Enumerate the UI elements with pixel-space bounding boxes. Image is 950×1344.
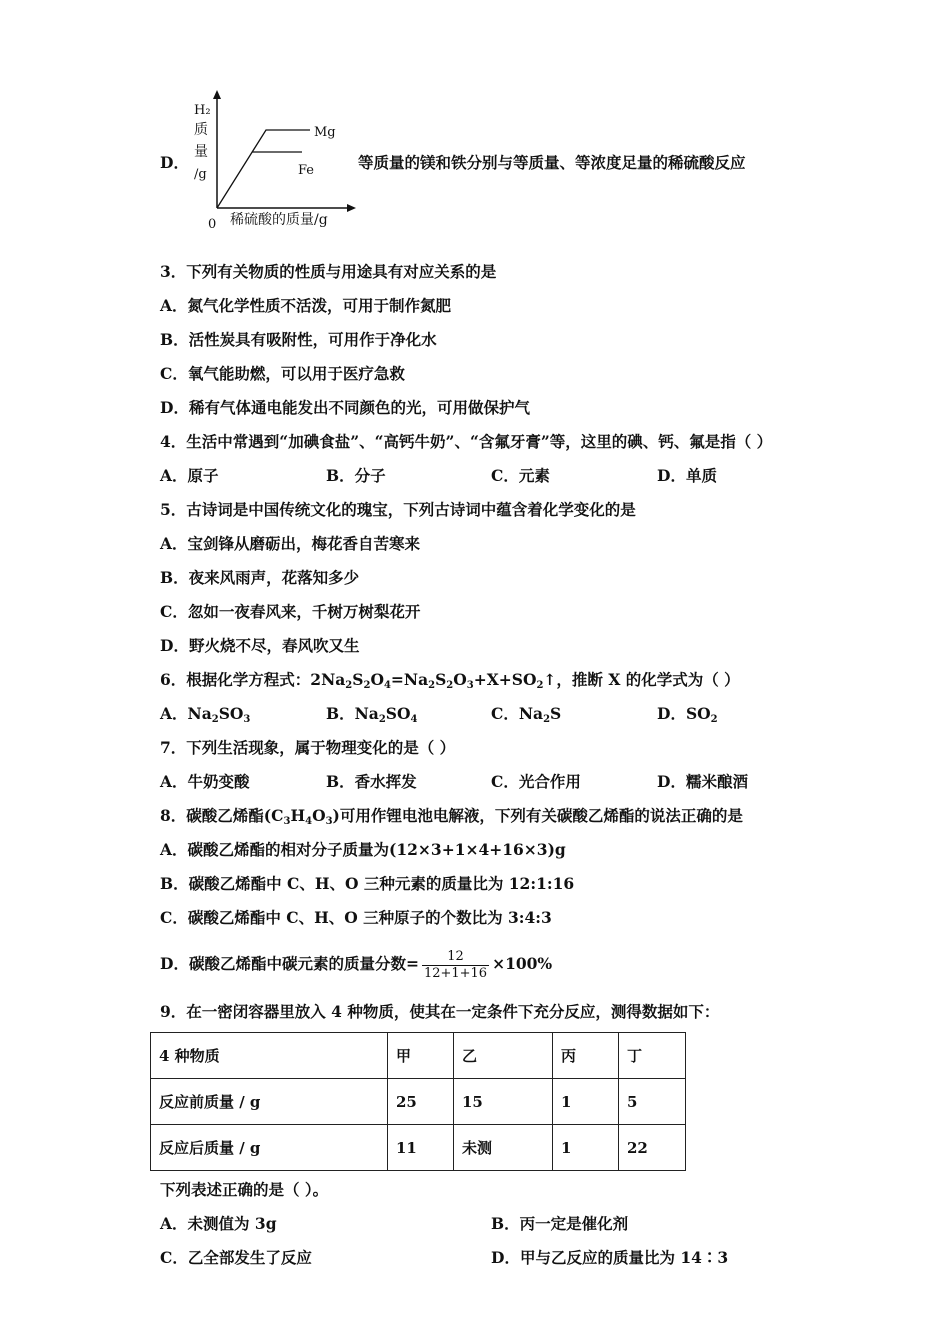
graph-series-mg: Mg <box>314 125 336 140</box>
q6-option-c: C．$Na_2S$ <box>491 704 562 725</box>
table-cell: 4 种物质 <box>151 1033 388 1079</box>
q3-stem: 3．下列有关物质的性质与用途具有对应关系的是 <box>160 262 497 281</box>
q9-option-d: D．甲与乙反应的质量比为 14∶3 <box>491 1248 729 1267</box>
graph-origin: 0 <box>208 217 217 232</box>
q8-option-b: B．碳酸乙烯酯中 C、H、O 三种元素的质量比为 12:1:16 <box>160 874 575 893</box>
table-cell: 反应前质量 / g <box>151 1079 388 1125</box>
mg-curve <box>217 130 310 208</box>
table-cell: 1 <box>553 1079 619 1125</box>
table-cell: 11 <box>388 1125 454 1171</box>
table-cell: 5 <box>619 1079 686 1125</box>
table-cell: 丁 <box>619 1033 686 1079</box>
q9-stem: 9．在一密闭容器里放入 4 种物质，使其在一定条件下充分反应，测得数据如下： <box>160 1002 720 1021</box>
q8-stem: 8．碳酸乙烯酯$(C_3H_4O_3)$可用作锂电池电解液，下列有关碳酸乙烯酯的说法正确的是 <box>160 806 743 827</box>
q8-option-a: A．碳酸乙烯酯的相对分子质量为(12×3+1×4+16×3)g <box>160 840 566 859</box>
q9-option-b: B．丙一定是催化剂 <box>491 1214 629 1233</box>
q5-option-a: A．宝剑锋从磨砺出，梅花香自苦寒来 <box>160 534 421 553</box>
q9-prompt: 下列表述正确的是（ ）。 <box>160 1180 329 1199</box>
q6-option-a: A．$Na_2SO_3$ <box>160 704 251 725</box>
table-cell: 1 <box>553 1125 619 1171</box>
q4-option-b: B．分子 <box>326 466 386 485</box>
q4-stem: 4．生活中常遇到“加碘食盐”、“高钙牛奶”、“含氟牙膏”等，这里的碘、钙、氟是指（ ） <box>160 432 773 451</box>
q8-option-c: C．碳酸乙烯酯中 C、H、O 三种原子的个数比为 3:4:3 <box>160 908 552 927</box>
q8-formula: $C_3H_4O_3$ <box>271 806 333 827</box>
table-row <box>151 1079 686 1125</box>
mass-fraction: $\frac{12}{12+1+16}$ <box>423 948 488 981</box>
graph-xlabel: 稀硫酸的质量/g <box>230 212 328 228</box>
table-cell: 15 <box>454 1079 553 1125</box>
q5-stem: 5．古诗词是中国传统文化的瑰宝，下列古诗词中蕴含着化学变化的是 <box>160 500 636 519</box>
q3-option-d: D．稀有气体通电能发出不同颜色的光，可用做保护气 <box>160 398 530 417</box>
q7-option-b: B．香水挥发 <box>326 772 417 791</box>
q7-option-d: D．糯米酿酒 <box>657 772 748 791</box>
q9-data-table <box>150 1032 686 1171</box>
q7-option-a: A．牛奶变酸 <box>160 772 250 791</box>
h2-mass-graph <box>190 88 360 238</box>
graph-ylabel-h2: H₂ <box>194 103 211 118</box>
q4-option-c: C．元素 <box>491 466 550 485</box>
q3-option-b: B．活性炭具有吸附性，可用作于净化水 <box>160 330 437 349</box>
table-cell: 乙 <box>454 1033 553 1079</box>
q5-option-d: D．野火烧不尽，春风吹又生 <box>160 636 360 655</box>
q3-option-a: A．氮气化学性质不活泼，可用于制作氮肥 <box>160 296 452 315</box>
table-cell: 丙 <box>553 1033 619 1079</box>
graph-series-fe: Fe <box>298 163 315 178</box>
q9-option-a: A．未测值为 3g <box>160 1214 277 1233</box>
table-cell: 甲 <box>388 1033 454 1079</box>
table-cell: 未测 <box>454 1125 553 1171</box>
graph-ylabel-zhi: 质 <box>194 122 208 138</box>
q5-option-b: B．夜来风雨声，花落知多少 <box>160 568 360 587</box>
table-cell: 反应后质量 / g <box>151 1125 388 1171</box>
q7-option-c: C．光合作用 <box>491 772 581 791</box>
q4-option-a: A．原子 <box>160 466 219 485</box>
table-cell: 22 <box>619 1125 686 1171</box>
q3-option-c: C．氧气能助燃，可以用于医疗急救 <box>160 364 405 383</box>
q2-option-d-text: 等质量的镁和铁分别与等质量、等浓度足量的稀硫酸反应 <box>358 153 746 172</box>
q6-option-d: D．$SO_2$ <box>657 704 718 725</box>
q6-equation: $2Na_2S_2O_4=Na_2S_2O_3+X+SO_2↑$ <box>310 670 557 691</box>
graph-ylabel-unit: /g <box>194 167 207 182</box>
q9-option-c: C．乙全部发生了反应 <box>160 1248 312 1267</box>
q2-option-d-label: D． <box>160 153 189 172</box>
table-header-row <box>151 1033 686 1079</box>
q5-option-c: C．忽如一夜春风来，千树万树梨花开 <box>160 602 421 621</box>
q7-stem: 7．下列生活现象，属于物理变化的是（ ） <box>160 738 456 757</box>
table-cell: 25 <box>388 1079 454 1125</box>
q8-option-d: D．碳酸乙烯酯中碳元素的质量分数= $\frac{12}{12+1+16}$ ×100% <box>160 948 553 981</box>
q6-stem: 6．根据化学方程式：$2Na_2S_2O_4=Na_2S_2O_3+X+SO_2↑$，推断 X 的化学式为（ ） <box>160 670 740 691</box>
table-row <box>151 1125 686 1171</box>
graph-ylabel-liang: 量 <box>194 144 208 160</box>
q6-option-b: B．$Na_2SO_4$ <box>326 704 418 725</box>
q4-option-d: D．单质 <box>657 466 717 485</box>
